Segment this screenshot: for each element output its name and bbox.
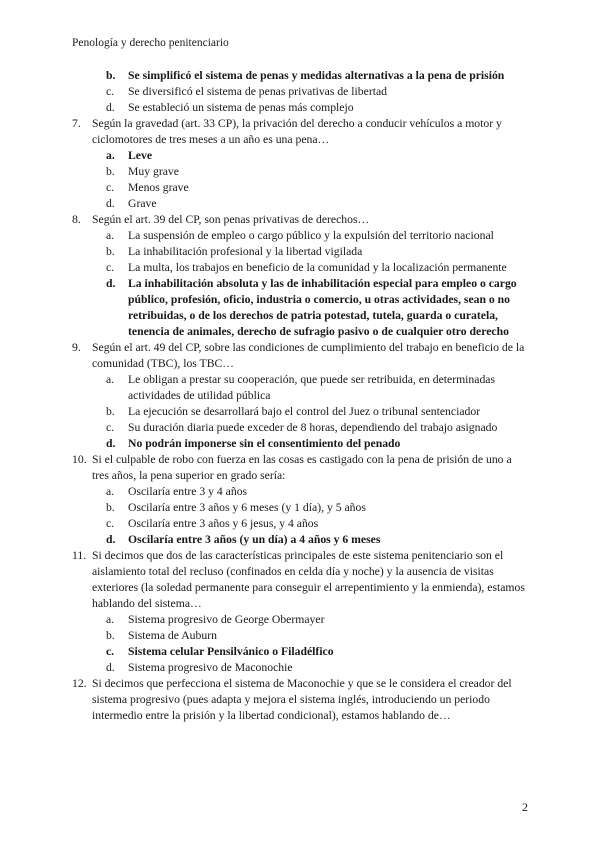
option-text: La inhabilitación profesional y la libertad vigilada [128, 245, 363, 258]
answer-option [106, 180, 528, 196]
option-letter: c. [106, 421, 115, 434]
option-letter: c. [106, 261, 115, 274]
answer-options [106, 228, 528, 340]
answer-option [106, 100, 528, 116]
option-letter: a. [106, 229, 115, 242]
question [72, 212, 528, 228]
option-letter: a. [106, 373, 115, 386]
answer-option-correct [106, 532, 528, 548]
question-text: Si decimos que perfecciona el sistema de Maconochie y que se le considera el creador del sistema progresivo (pues adapta y mejora el sistema inglés, introduciendo un periodo intermedio entre la prisión y la libertad condicional), estamos hablando de… [92, 677, 512, 722]
answer-option-correct [106, 276, 528, 340]
option-text: La multa, los trabajos en beneficio de la comunidad y la localización permanente [128, 261, 507, 274]
question-number: 11. [72, 549, 87, 562]
answer-option [106, 372, 528, 404]
question [72, 548, 528, 612]
question-number: 8. [72, 213, 81, 226]
option-letter: d. [106, 277, 116, 290]
option-letter: a. [106, 485, 115, 498]
answer-option-correct [106, 436, 528, 452]
option-letter: b. [106, 405, 115, 418]
option-text: La suspensión de empleo o cargo público y la expulsión del territorio nacional [128, 229, 494, 242]
answer-options [106, 68, 528, 116]
option-text: Menos grave [128, 181, 189, 194]
answer-option [106, 484, 528, 500]
option-text: Oscilaría entre 3 y 4 años [128, 485, 248, 498]
option-text: No podrán imponerse sin el consentimiento del penado [128, 437, 401, 450]
question-list [72, 68, 528, 724]
page-header: Penología y derecho penitenciario [72, 37, 229, 49]
answer-option [106, 612, 528, 628]
answer-option [106, 164, 528, 180]
question [72, 340, 528, 372]
answer-option [106, 516, 528, 532]
answer-option-correct [106, 68, 528, 84]
question-number: 7. [72, 117, 81, 130]
answer-option [106, 196, 528, 212]
answer-option [106, 244, 528, 260]
option-text: Se diversificó el sistema de penas privativas de libertad [128, 85, 387, 98]
answer-option [106, 404, 528, 420]
answer-option [106, 260, 528, 276]
question-text: Si decimos que dos de las características principales de este sistema penitenciario son el aislamiento total del recluso (confinados en celda día y noche) y la ausencia de visitas exteriores (la soledad permanente para conseguir el arrepentimiento y la enmienda), estamos hablando del sistema… [92, 549, 525, 610]
option-letter: c. [106, 517, 115, 530]
question-number: 12. [72, 677, 87, 690]
question-number: 9. [72, 341, 81, 354]
option-text: Leve [128, 149, 153, 162]
option-text: Su duración diaria puede exceder de 8 horas, dependiendo del trabajo asignado [128, 421, 498, 434]
option-text: Se estableció un sistema de penas más complejo [128, 101, 354, 114]
option-letter: b. [106, 165, 115, 178]
option-letter: d. [106, 101, 115, 114]
option-letter: d. [106, 661, 115, 674]
answer-option [106, 660, 528, 676]
option-letter: b. [106, 69, 116, 82]
answer-option [106, 228, 528, 244]
option-letter: d. [106, 197, 115, 210]
answer-option [106, 420, 528, 436]
option-letter: c. [106, 645, 115, 658]
option-text: Sistema progresivo de George Obermayer [128, 613, 325, 626]
question-number: 10. [72, 453, 87, 466]
question-text: Si el culpable de robo con fuerza en las cosas es castigado con la pena de prisión de uno a tres años, la pena superior en grado sería: [92, 453, 512, 482]
option-text: Grave [128, 197, 157, 210]
option-letter: c. [106, 181, 115, 194]
answer-option [106, 628, 528, 644]
option-text: Oscilaría entre 3 años y 6 jesus, y 4 años [128, 517, 319, 530]
question-text: Según el art. 49 del CP, sobre las condiciones de cumplimiento del trabajo en beneficio de la comunidad (TBC), los TBC… [92, 341, 525, 370]
answer-options [106, 372, 528, 452]
question [72, 452, 528, 484]
option-text: Muy grave [128, 165, 179, 178]
option-text: Sistema celular Pensilvánico o Filadélfico [128, 645, 334, 658]
question [72, 676, 528, 724]
question-text: Según el art. 39 del CP, son penas privativas de derechos… [92, 213, 370, 226]
option-text: Sistema progresivo de Maconochie [128, 661, 293, 674]
option-text: Oscilaría entre 3 años (y un día) a 4 años y 6 meses [128, 533, 381, 546]
option-letter: d. [106, 437, 116, 450]
answer-options [106, 484, 528, 548]
answer-option [106, 84, 528, 100]
answer-options [106, 148, 528, 212]
option-letter: c. [106, 85, 115, 98]
option-text: La inhabilitación absoluta y las de inhabilitación especial para empleo o cargo público, profesión, oficio, industria o comercio, u otras actividades, sean o no retribuidas, o de los derechos de patria potestad, tutela, guarda o curatela, tenencia de animales, derecho de sufragio pasivo o de cualquier otro derecho [128, 277, 517, 338]
question [72, 116, 528, 148]
option-letter: b. [106, 629, 115, 642]
option-text: Sistema de Auburn [128, 629, 217, 642]
answer-option-correct [106, 644, 528, 660]
answer-option [106, 500, 528, 516]
option-text: La ejecución se desarrollará bajo el control del Juez o tribunal sentenciador [128, 405, 481, 418]
option-letter: d. [106, 533, 116, 546]
option-letter: b. [106, 501, 115, 514]
option-text: Oscilaría entre 3 años y 6 meses (y 1 día), y 5 años [128, 501, 366, 514]
page-number: 2 [522, 800, 528, 814]
option-letter: a. [106, 149, 115, 162]
option-text: Se simplificó el sistema de penas y medidas alternativas a la pena de prisión [128, 69, 505, 82]
answer-options [106, 612, 528, 676]
option-letter: a. [106, 613, 115, 626]
answer-option-correct [106, 148, 528, 164]
option-letter: b. [106, 245, 115, 258]
option-text: Le obligan a prestar su cooperación, que puede ser retribuida, en determinadas actividades de utilidad pública [128, 373, 496, 402]
question-text: Según la gravedad (art. 33 CP), la privación del derecho a conducir vehículos a motor y ciclomotores de tres meses a un año es una pena… [92, 117, 502, 146]
